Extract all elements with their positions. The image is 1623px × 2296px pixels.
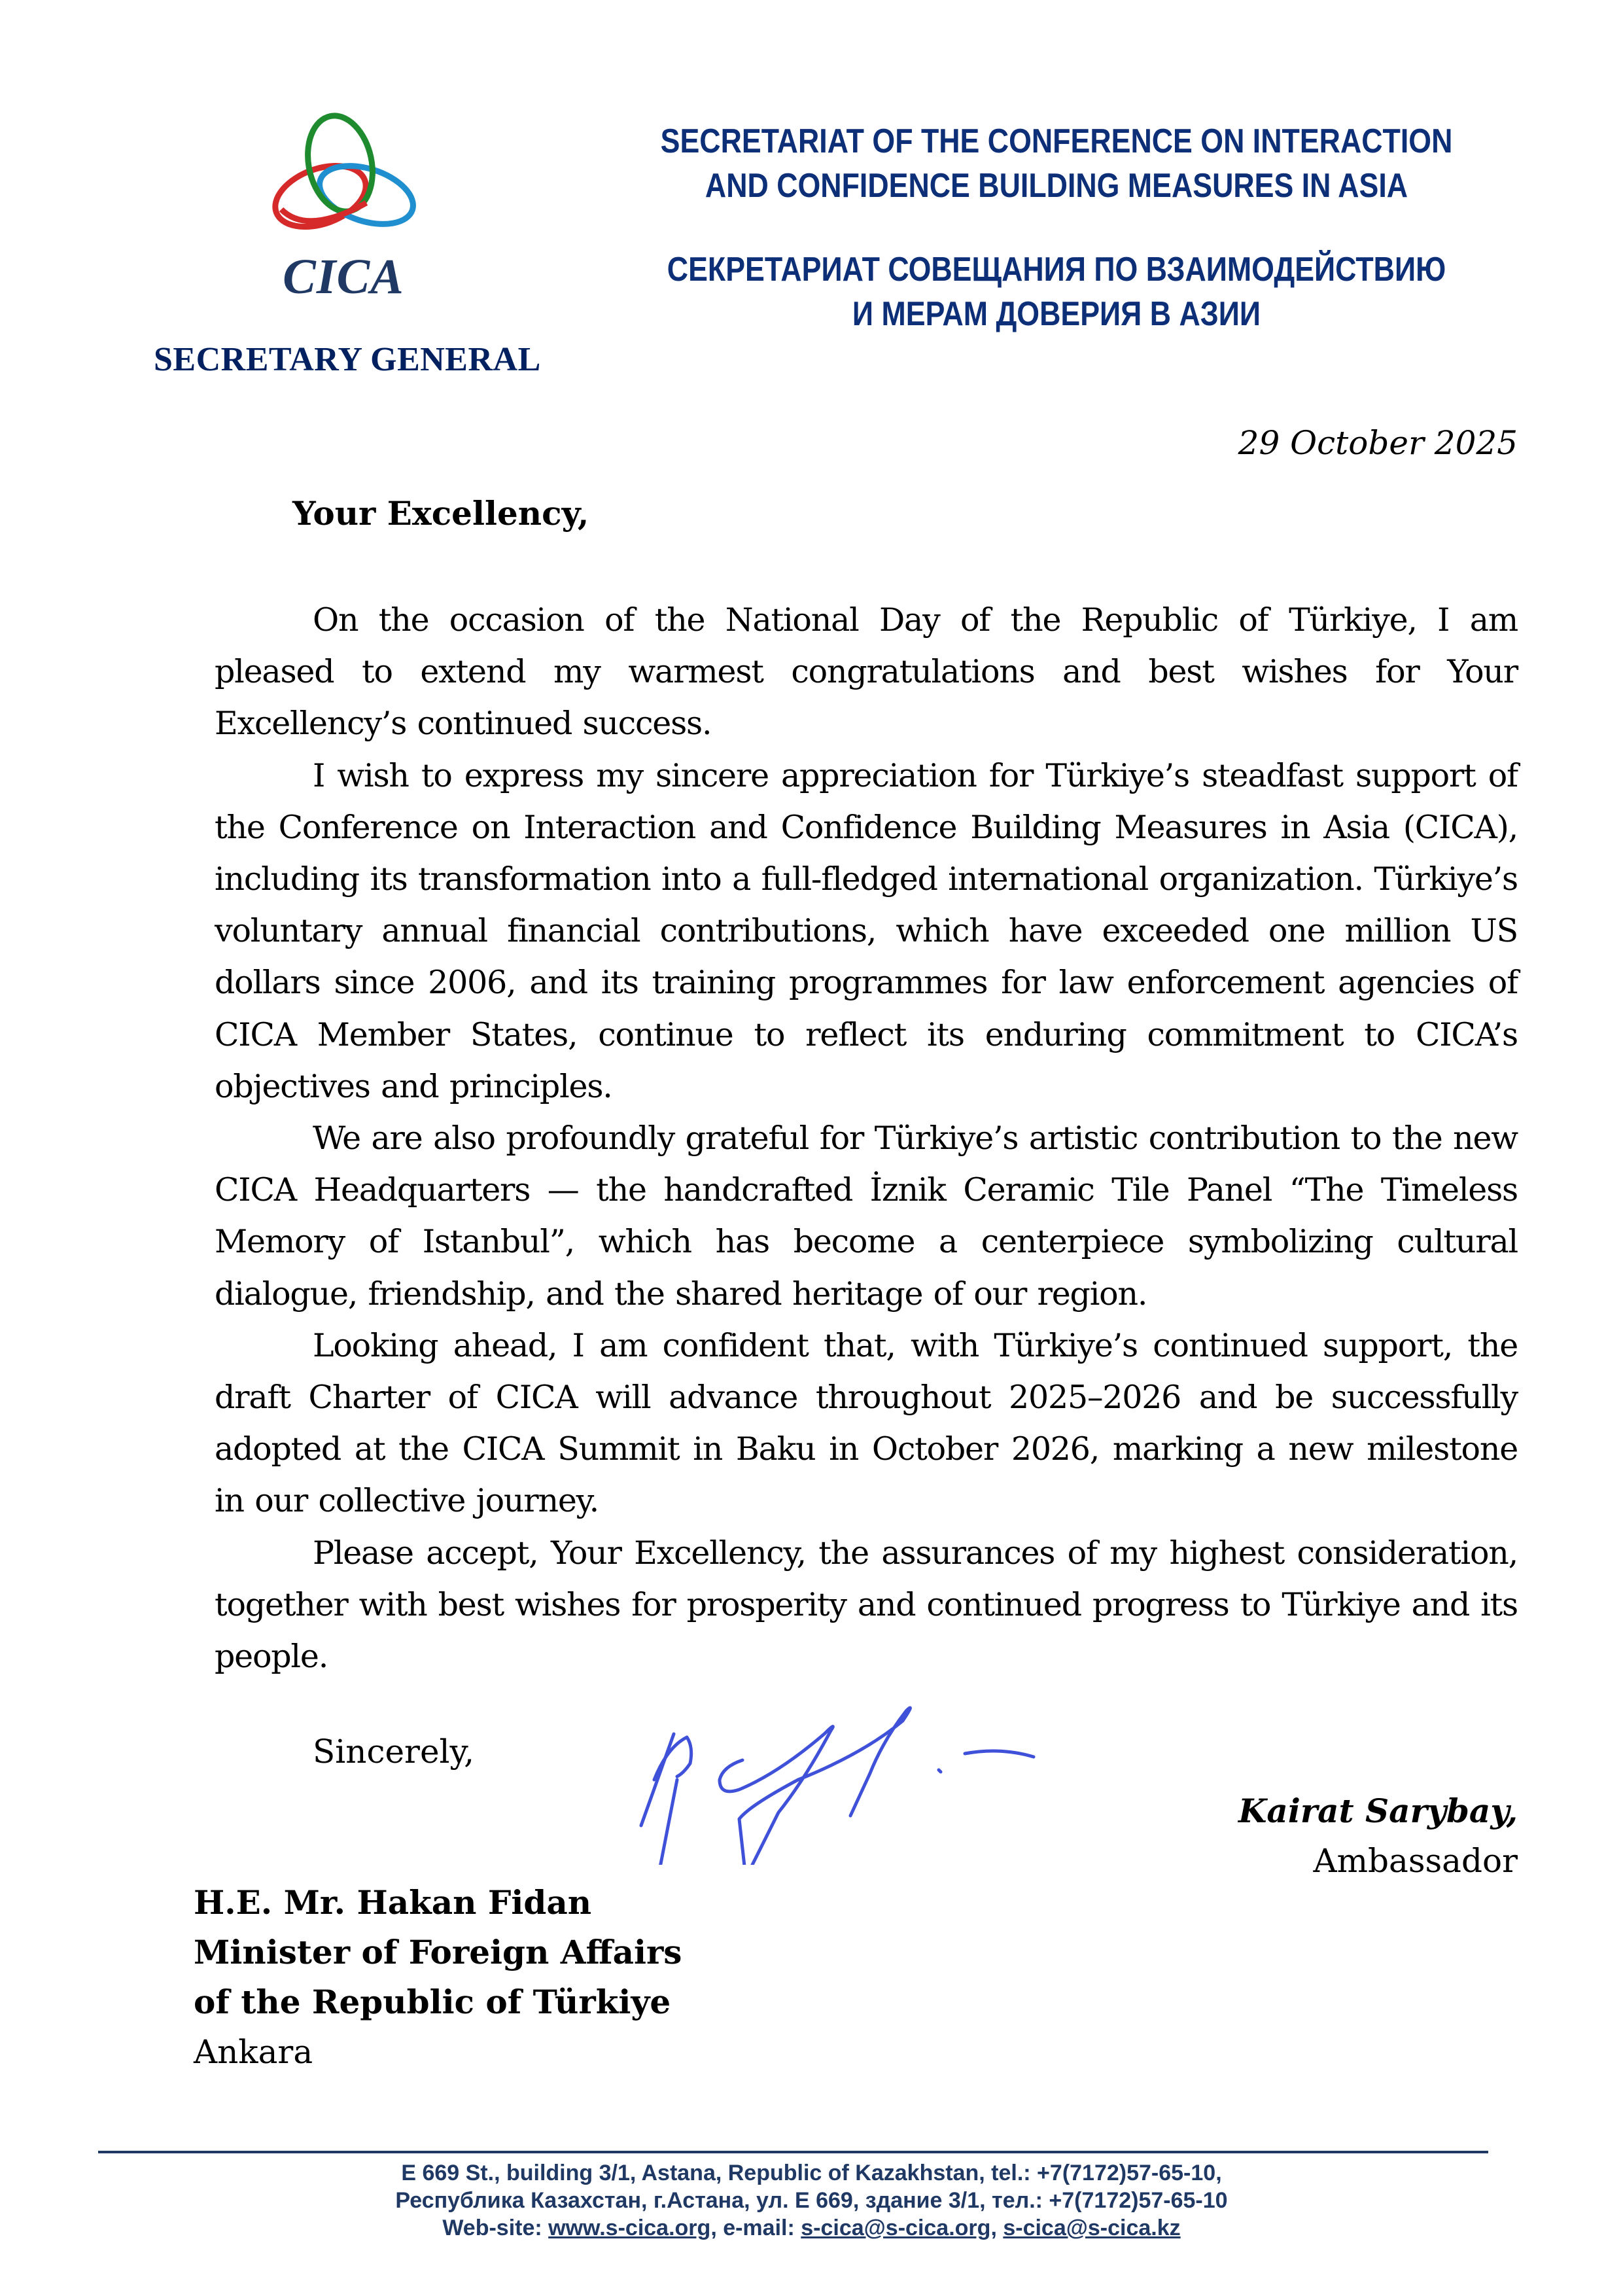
paragraph-appreciation: I wish to express my sincere appreciation for Türkiye’s steadfast support of the Conference on Interaction and Confidence Building Measures in Asia (CICA), including its transformation into a full-fledged international organization. Türkiye’s voluntary annual financial contributions, which have exceeded one million US dollars since 2006, and its training programmes for law enforcement agencies of CICA Member States, continue to reflect its enduring commitment to CICA’s objectives and principles. [215,756,1518,1105]
addressee-name: H.E. Mr. Hakan Fidan [194,1883,592,1922]
header-ru-line-1: СЕКРЕТАРИАТ СОВЕЩАНИЯ ПО ВЗАИМОДЕЙСТВИЮ [667,251,1446,289]
header-russian [563,247,1550,336]
addressee-country: of the Republic of Türkiye [194,1983,671,2021]
footer-address-ru: Республика Казахстан, г.Астана, ул. Е 669, здание 3/1, тел.: +7(7172)57-65-10 [395,2188,1228,2213]
signer-title: Ambassador [1313,1842,1518,1880]
cica-logo [268,111,419,304]
paragraph-gratitude: We are also profoundly grateful for Türkiye’s artistic contribution to the new CICA Headquarters — the handcrafted İznik Ceramic Tile Panel “The Timeless Memory of Istanbul”, which has become a centerpiece symbolizing cultural dialogue, friendship, and the shared heritage of our region. [215,1120,1518,1313]
signer-name: Kairat Sarybay, [1238,1792,1518,1830]
email-link-org[interactable]: s-cica@s-cica.org [801,2216,991,2240]
email-label: , e-mail: [710,2216,801,2240]
handwritten-signature [628,1682,1191,1865]
website-link[interactable]: www.s-cica.org [548,2216,711,2240]
paragraph-closing-remarks: Please accept, Your Excellency, the assurances of my highest consideration, together with best wishes for prosperity and continued progress to Türkiye and its people. [215,1534,1518,1676]
paragraph-congratulations: On the occasion of the National Day of the Republic of Türkiye, I am pleased to extend my warmest congratulations and best wishes for Your Excellency’s continued success. [215,601,1518,743]
signature-icon [628,1682,1191,1865]
website-label: Web-site: [442,2216,549,2240]
header-english [563,119,1550,208]
secretary-general-label: SECRETARY GENERAL [154,341,541,378]
footer-divider [98,2151,1488,2153]
addressee-city: Ankara [194,2033,313,2071]
addressee-block [194,1878,682,2077]
letter-body [215,594,1518,1682]
paragraph-outlook: Looking ahead, I am confident that, with Türkiye’s continued support, the draft Charter of CICA will advance throughout 2025–2026 and be successfully adopted at the CICA Summit in Baku in October 2026, marking a new milestone in our collective journey. [215,1326,1518,1520]
addressee-position: Minister of Foreign Affairs [194,1933,682,1971]
footer [0,2159,1623,2242]
signer-block [1238,1786,1518,1886]
footer-contacts [0,2214,1623,2242]
email-separator: , [990,2216,1003,2240]
header-en-line-2: AND CONFIDENCE BUILDING MEASURES IN ASIA [705,167,1408,205]
cica-knot-icon [268,111,419,242]
salutation: Your Excellency, [292,494,589,533]
header-ru-line-2: И МЕРАМ ДОВЕРИЯ В АЗИИ [852,295,1261,333]
letter-date: 29 October 2025 [1238,424,1518,462]
email-link-kz[interactable]: s-cica@s-cica.kz [1003,2216,1181,2240]
closing-phrase: Sincerely, [313,1733,475,1771]
header-en-line-1: SECRETARIAT OF THE CONFERENCE ON INTERACTION [660,122,1453,160]
footer-address-en: E 669 St., building 3/1, Astana, Republic of Kazakhstan, tel.: +7(7172)57-65-10, [401,2161,1222,2185]
logo-wordmark: CICA [283,249,404,304]
